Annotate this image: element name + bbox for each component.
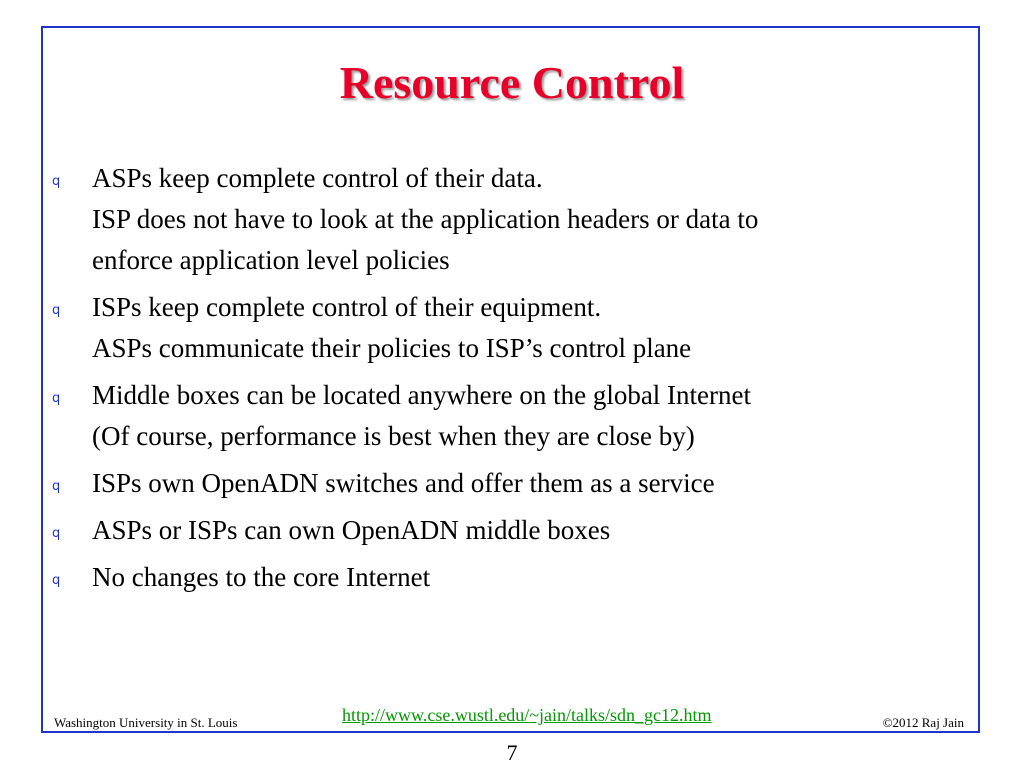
- footer-url-link[interactable]: http://www.cse.wustl.edu/~jain/talks/sdn_gc12.htm: [342, 705, 712, 725]
- bullet-item: [52, 510, 952, 551]
- bullet-item: [52, 375, 952, 457]
- bullet-marker-icon: q: [52, 303, 61, 318]
- bullet-line: Middle boxes can be located anywhere on the global Internet: [92, 380, 752, 410]
- bullet-item: [52, 557, 952, 598]
- footer-copyright: ©2012 Raj Jain: [882, 715, 964, 730]
- bullet-line: ASPs communicate their policies to ISP’s control plane: [92, 333, 692, 363]
- bullet-line: No changes to the core Internet: [92, 562, 431, 592]
- bullet-line: ISP does not have to look at the application headers or data to: [92, 204, 759, 234]
- bullet-line: ISPs keep complete control of their equipment.: [92, 292, 602, 322]
- bullet-item: [52, 463, 952, 504]
- page-number: 7: [506, 740, 518, 765]
- bullet-line: ASPs keep complete control of their data.: [92, 163, 543, 193]
- bullet-marker-icon: q: [52, 174, 61, 189]
- bullet-marker-icon: q: [52, 479, 61, 494]
- bullet-line: ISPs own OpenADN switches and offer them as a service: [92, 468, 715, 498]
- bullet-line: enforce application level policies: [92, 245, 450, 275]
- bullet-marker-icon: q: [52, 573, 61, 588]
- bullet-list: [52, 158, 952, 604]
- bullet-marker-icon: q: [52, 391, 61, 406]
- bullet-line: ASPs or ISPs can own OpenADN middle boxes: [92, 515, 611, 545]
- bullet-item: [52, 158, 952, 281]
- slide-title: Resource Control: [339, 57, 685, 108]
- bullet-marker-icon: q: [52, 526, 61, 541]
- bullet-item: [52, 287, 952, 369]
- bullet-line: (Of course, performance is best when they are close by): [92, 421, 695, 451]
- footer-institution: Washington University in St. Louis: [54, 715, 238, 730]
